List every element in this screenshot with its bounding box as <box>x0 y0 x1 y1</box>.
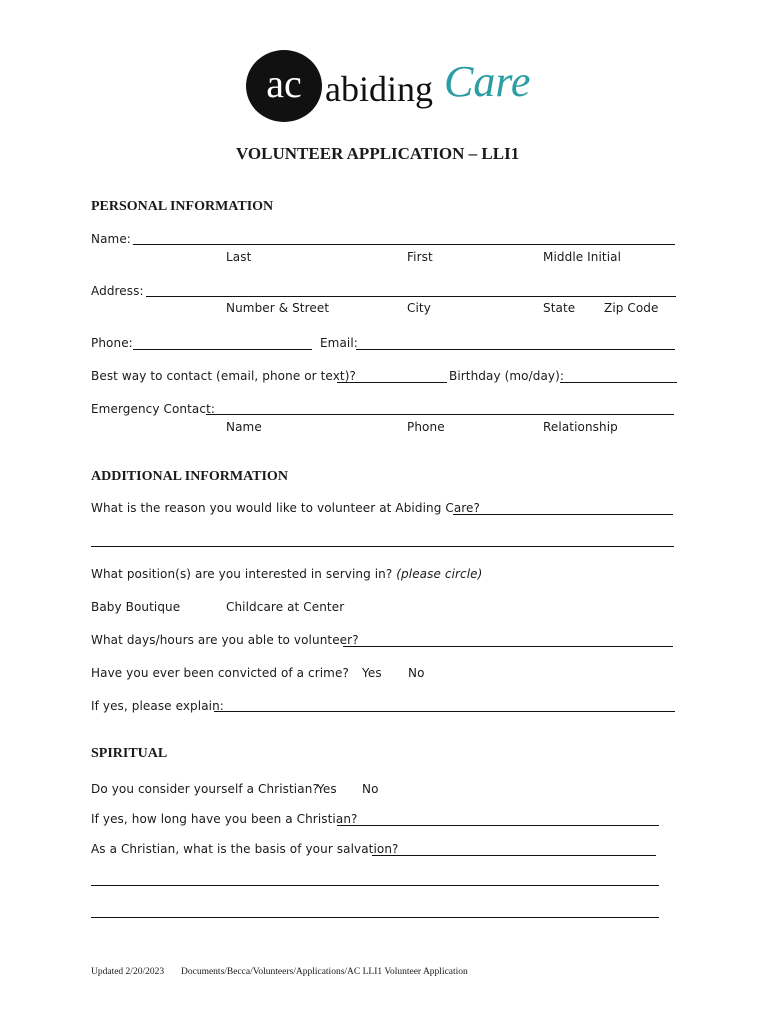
address-sub-zip: Zip Code <box>604 301 659 315</box>
positions-label <box>91 567 482 581</box>
footer-updated: Updated 2/20/2023 <box>91 967 165 977</box>
emergency-sub-name: Name <box>226 420 262 434</box>
address-sub-state: State <box>543 301 576 315</box>
email-label: Email: <box>320 336 358 350</box>
how-long-field[interactable] <box>337 812 659 826</box>
emergency-sub-relationship: Relationship <box>543 420 618 434</box>
emergency-contact-field[interactable] <box>206 401 674 415</box>
birthday-field[interactable] <box>560 369 677 383</box>
name-sub-middle: Middle Initial <box>543 250 622 264</box>
footer-path: Documents/Becca/Volunteers/Applications/AC LLI1 Volunteer Application <box>181 967 468 977</box>
position-option-baby-boutique[interactable]: Baby Boutique <box>91 600 181 614</box>
explain-field[interactable] <box>214 698 675 712</box>
reason-field[interactable] <box>453 501 673 515</box>
name-field[interactable] <box>133 231 675 245</box>
address-sub-street: Number & Street <box>226 301 330 315</box>
name-sub-first: First <box>407 250 433 264</box>
birthday-label: Birthday (mo/day): <box>449 369 565 383</box>
logo-word-care: Care <box>444 57 531 106</box>
email-field[interactable] <box>356 336 675 350</box>
positions-hint: (please circle) <box>396 567 483 581</box>
days-hours-field[interactable] <box>343 633 673 647</box>
section-heading-personal: PERSONAL INFORMATION <box>91 199 274 214</box>
phone-field[interactable] <box>133 336 312 350</box>
christian-label: Do you consider yourself a Christian? <box>91 782 319 796</box>
address-field[interactable] <box>146 283 676 297</box>
reason-label: What is the reason you would like to volunteer at Abiding Care? <box>91 501 480 515</box>
emergency-sub-phone: Phone <box>407 420 445 434</box>
contact-method-label: Best way to contact (email, phone or text)? <box>91 369 356 383</box>
christian-no-option[interactable]: No <box>362 782 379 796</box>
crime-yes-option[interactable]: Yes <box>362 666 382 680</box>
contact-method-field[interactable] <box>337 369 447 383</box>
christian-yes-option[interactable]: Yes <box>317 782 337 796</box>
section-heading-spiritual: SPIRITUAL <box>91 746 168 761</box>
logo-mark: ac <box>266 61 302 106</box>
reason-field-continued[interactable] <box>91 534 674 547</box>
days-hours-label: What days/hours are you able to volunteer? <box>91 633 359 647</box>
salvation-field-continued-1[interactable] <box>91 873 659 886</box>
salvation-label: As a Christian, what is the basis of your salvation? <box>91 842 399 856</box>
positions-question: What position(s) are you interested in serving in? <box>91 567 393 581</box>
emergency-contact-label: Emergency Contact: <box>91 402 216 416</box>
how-long-label: If yes, how long have you been a Christian? <box>91 812 358 826</box>
address-sub-city: City <box>407 301 431 315</box>
phone-label: Phone: <box>91 336 133 350</box>
crime-no-option[interactable]: No <box>408 666 425 680</box>
salvation-field[interactable] <box>372 842 656 856</box>
name-sub-last: Last <box>226 250 252 264</box>
salvation-field-continued-2[interactable] <box>91 905 659 918</box>
crime-label: Have you ever been convicted of a crime? <box>91 666 349 680</box>
explain-label: If yes, please explain: <box>91 699 224 713</box>
section-heading-additional: ADDITIONAL INFORMATION <box>91 469 288 484</box>
position-option-childcare[interactable]: Childcare at Center <box>226 600 345 614</box>
logo-word-abiding: abiding <box>325 69 433 109</box>
name-label: Name: <box>91 232 131 246</box>
address-label: Address: <box>91 284 144 298</box>
page-title: VOLUNTEER APPLICATION – LLI1 <box>236 144 520 163</box>
